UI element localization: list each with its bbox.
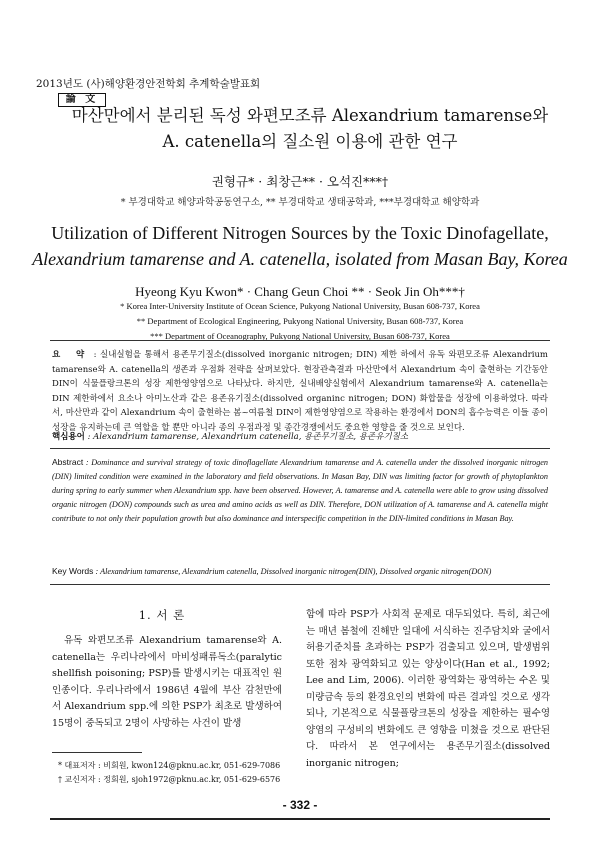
page-footer-bar <box>50 818 550 820</box>
korean-authors: 권형규* · 최창근** · 오석진***† <box>211 174 389 189</box>
intro-left-column <box>52 633 282 732</box>
english-title-line1: Utilization of Different Nitrogen Sources by the Toxic Dinofagellate, <box>51 223 549 243</box>
category-badge: 論 文 <box>58 93 106 107</box>
footnote-divider <box>52 752 142 753</box>
korean-abstract-label: 요 약 <box>52 350 91 360</box>
intro-paragraph-left: 유독 와편모조류 Alexandrium tamarense와 A. catenella는 우리나라에서 마비성패류독소(paralytic shellfish poisoning; PSP)를 발생시키는 대표적인 원인종이다. 우리나라에서 1986년 4월에 부산 감천만에서 Alexandrium spp.에 의한 PSP가 최초로 발생하여 15명이 중독되고 2명이 사망하는 사건이 발생 <box>52 635 282 729</box>
korean-keywords-text: : Alexandrium tamarense, Alexandrium catenella, 용존무기질소, 용존유기질소 <box>87 432 409 442</box>
english-keywords-text: : Alexandrium tamarense, Alexandrium catenella, Dissolved inorganic nitrogen(DIN), Dissolved organic nitrogen(DON) <box>95 567 492 576</box>
english-affiliation-3: *** Department of Oceanography, Pukyong National University, Busan 608-737, Korea <box>150 331 450 341</box>
divider <box>50 584 550 585</box>
korean-abstract <box>52 348 548 435</box>
english-keywords <box>52 566 548 576</box>
korean-keywords-label: 핵심용어 <box>52 432 85 442</box>
footnote-corresponding-1: * 대표저자 : 비회원, kwon124@pknu.ac.kr, 051-629-7086 <box>58 761 281 770</box>
section-heading-introduction: 1. 서 론 <box>138 608 186 622</box>
page-number: - 332 - <box>282 798 318 812</box>
korean-affiliation: * 부경대학교 해양과학공동연구소, ** 부경대학교 생태공학과, ***부경대학교 해양학과 <box>120 197 480 208</box>
intro-paragraph-right: 함에 따라 PSP가 사회적 문제로 대두되었다. 특히, 최근에는 매년 봄철에 진해만 일대에 서식하는 진주담치와 굴에서 허용기준치를 초과하는 PSP가 검출되고 있으며, 발생범위 또한 점차 광역화되고 있는 양상이다(Han et al., 1992; Lee and Lim, 2006). 이러한 광역화는 광역하는 수온 및 미량금속 등의 환경요인의 변화에 따른 결과일 것으로 생각되나, 기본적으로 식물플랑크톤의 성장을 제한하는 필수영양염의 구성비의 변화에도 큰 영향을 미쳤을 것으로 판단된다. 따라서 본 연구에서는 용존무기질소(dissolved inorganic nitrogen; <box>306 609 550 769</box>
conference-header: 2013년도 (사)해양환경안전학회 추계학술발표회 <box>36 78 261 90</box>
english-title-line2: Alexandrium tamarense and A. catenella, isolated from Masan Bay, Korea <box>32 249 568 269</box>
english-abstract-text: : Dominance and survival strategy of toxic dinoflagellate Alexandrium tamarense and A. catenella under the dissolved inorganic nitrogen (DIN) limited condition were examined in the laboratory and field observations. In Masan Bay, DIN was limiting factor for growth of phytoplankton during spring to early summer when Alexandrium spp. have been observed. However, A. tamarense and A. catenella were able to grow using dissolved organic nitrogen (DON) compounds such as urea and amino acids as well as DIN. Therefore, DON utilization of A. tamarense and A. catenella might contribute to not only their population growth but also dominance and interspecific competition in the DIN-limited conditions in Masan Bay. <box>52 458 549 523</box>
korean-title-line2: A. catenella의 질소원 이용에 관한 연구 <box>162 132 458 151</box>
english-abstract-label: Abstract <box>52 457 84 467</box>
korean-keywords <box>52 430 548 442</box>
english-keywords-label: Key Words <box>52 566 94 576</box>
english-abstract <box>52 455 548 526</box>
english-affiliation-2: ** Department of Ecological Engineering, Pukyong National University, Busan 608-737, Korea <box>136 316 464 326</box>
english-affiliation-1: * Korea Inter-University Institute of Ocean Science, Pukyong National University, Busan 608-737, Korea <box>120 301 480 311</box>
korean-title-line1: 마산만에서 분리된 독성 와편모조류 Alexandrium tamarense와 <box>71 106 549 125</box>
intro-right-column <box>306 607 550 772</box>
divider <box>50 448 550 449</box>
english-authors: Hyeong Kyu Kwon* · Chang Geun Choi ** · Seok Jin Oh***† <box>135 284 465 299</box>
footnote-corresponding-2: † 교신저자 : 정회원, sjoh1972@pknu.ac.kr, 051-629-6576 <box>58 775 281 784</box>
divider <box>50 340 550 341</box>
korean-abstract-text: : 실내실험을 통해서 용존무기질소(dissolved inorganic nitrogen; DIN) 제한 하에서 유독 와편모조류 Alexandrium tamarense와 A. catenella의 생존과 우점화 전략을 살펴보았다. 현장관측결과 마산만에서 Alexandrium 속이 출현하는 기간동안 DIN이 식물플랑크톤의 성장 제한영양염으로 나타났다. 하지만, 실내배양실험에서 Alexandrium tamarense와 A. catenella는 DIN 제한하에서 요소나 아미노산과 같은 용존유기질소(dissolved organinc nitrogen; DON) 화합물을 성장에 이용하였다. 따라서, 마산만과 같이 Alexandrium 속이 출현하는 봄~여름철 DIN이 제한영양염으로 작용하는 환경에서 DON의 흡수능력은 이들 종이 성장을 유지하는데 큰 역할을 할 뿐만 아니라 종의 우점과정 및 종간경쟁에서도 중요한 영향을 줄 것으로 보인다. <box>52 350 548 433</box>
